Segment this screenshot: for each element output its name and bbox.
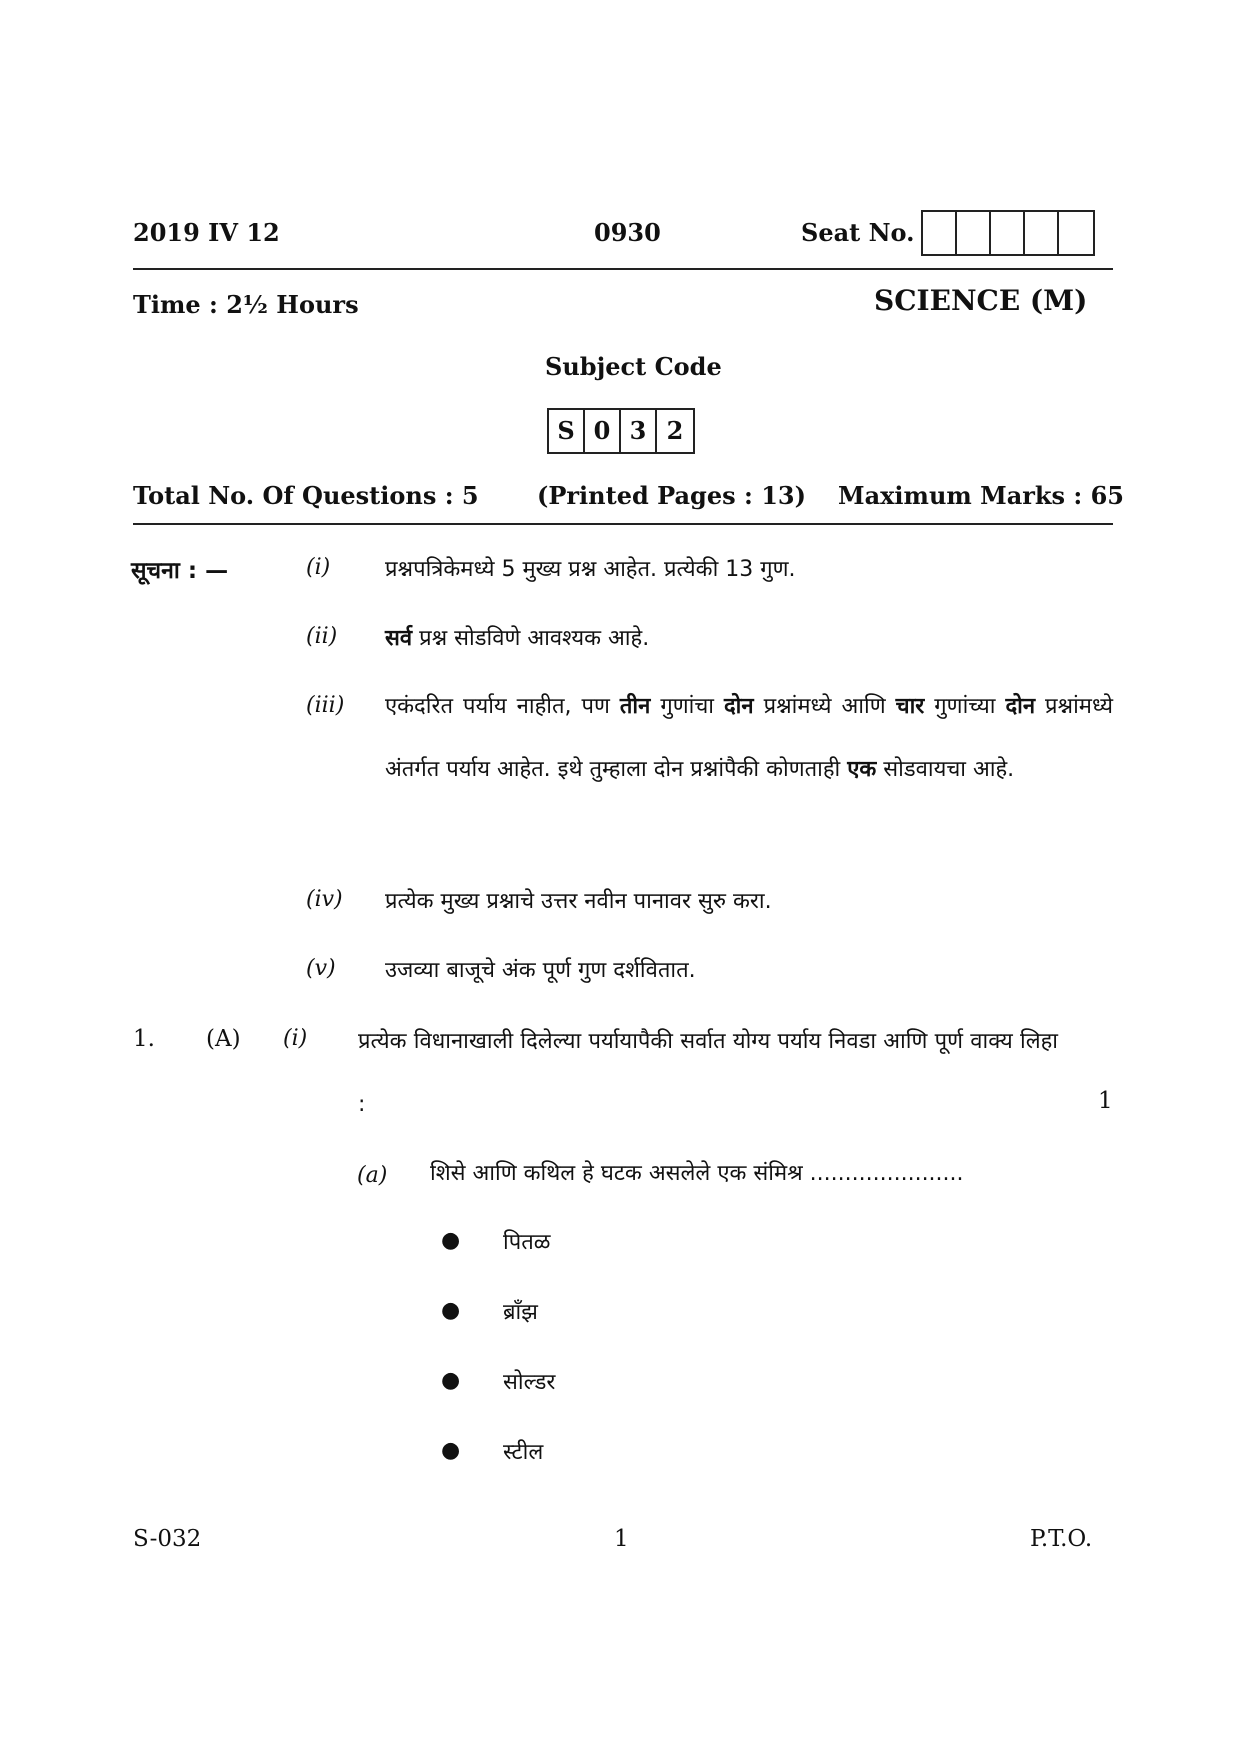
seat-box[interactable] bbox=[1025, 212, 1059, 254]
instruction-text: प्रत्येक मुख्य प्रश्नाचे उत्तर नवीन पानावर सुरु करा. bbox=[385, 889, 772, 914]
paper-code: 2019 IV 12 bbox=[133, 218, 280, 247]
instruction-text bbox=[385, 622, 649, 652]
maximum-marks: Maximum Marks : 65 bbox=[838, 481, 1125, 510]
seat-label: Seat No. bbox=[801, 218, 915, 247]
code-digit: 3 bbox=[621, 410, 657, 452]
question-section: (A) bbox=[206, 1026, 241, 1052]
subject-title: SCIENCE (M) bbox=[874, 284, 1088, 317]
please-turn-over: P.T.O. bbox=[1030, 1526, 1093, 1552]
text-run: गुणांच्या bbox=[924, 694, 1006, 719]
emphasis: एक bbox=[847, 757, 877, 782]
text-run: प्रश्नांमध्ये अंतर्गत पर्याय आहेत. इथे तुम्हाला दोन प्रश्नांपैकी कोणताही bbox=[385, 694, 1113, 782]
question-marks: 1 bbox=[1098, 1088, 1113, 1114]
bullet: ● bbox=[441, 1298, 461, 1323]
text-run: एकंदरित पर्याय नाहीत, पण bbox=[385, 694, 620, 719]
code-digit: S bbox=[549, 410, 585, 452]
instructions-label: सूचना : — bbox=[131, 558, 229, 584]
instruction-text bbox=[385, 675, 1113, 801]
instruction-number: (i) bbox=[306, 555, 331, 580]
part-label: (a) bbox=[357, 1163, 388, 1188]
option-text: ब्राँझ bbox=[503, 1300, 538, 1325]
emphasis: तीन bbox=[619, 694, 651, 719]
instruction-number: (v) bbox=[306, 956, 336, 981]
question-number: 1. bbox=[133, 1026, 155, 1052]
emphasis: दोन bbox=[724, 694, 754, 719]
bullet: ● bbox=[441, 1368, 461, 1393]
subject-code-label: Subject Code bbox=[545, 352, 722, 381]
text-run: सोडवायचा आहे. bbox=[876, 757, 1015, 782]
instruction-text-rest: प्रश्न सोडविणे आवश्यक आहे. bbox=[412, 626, 650, 651]
code-digit: 2 bbox=[666, 416, 684, 445]
part-text: शिसे आणि कथिल हे घटक असलेले एक संमिश्र ...................... bbox=[430, 1161, 964, 1186]
option-text: सोल्डर bbox=[503, 1370, 556, 1395]
text-run: प्रश्नांमध्ये आणि bbox=[753, 694, 896, 719]
instruction-number: (ii) bbox=[306, 624, 338, 649]
seat-box[interactable] bbox=[923, 212, 957, 254]
total-questions: Total No. Of Questions : 5 bbox=[133, 481, 479, 510]
seat-box[interactable] bbox=[991, 212, 1025, 254]
option-text: स्टील bbox=[503, 1440, 544, 1465]
code-digit: 0 bbox=[585, 410, 621, 452]
seat-number-boxes[interactable] bbox=[921, 210, 1095, 256]
option-text: पितळ bbox=[503, 1230, 551, 1255]
page-number: 1 bbox=[614, 1526, 629, 1552]
instruction-text: प्रश्नपत्रिकेमध्ये 5 मुख्य प्रश्न आहेत. प्रत्येकी 13 गुण. bbox=[385, 557, 796, 582]
instruction-number: (iv) bbox=[306, 887, 343, 912]
instruction-text: उजव्या बाजूचे अंक पूर्ण गुण दर्शवितात. bbox=[385, 958, 696, 983]
bullet: ● bbox=[441, 1438, 461, 1463]
emphasis: सर्व bbox=[385, 626, 413, 651]
emphasis: दोन bbox=[1005, 694, 1036, 719]
question-subpart: (i) bbox=[283, 1026, 308, 1051]
subject-code-boxes bbox=[547, 408, 695, 454]
instruction-number: (iii) bbox=[306, 693, 345, 718]
printed-pages: (Printed Pages : 13) bbox=[537, 481, 806, 510]
time-allowed: Time : 2½ Hours bbox=[133, 290, 359, 319]
totals-rule bbox=[133, 523, 1113, 525]
footer-code: S-032 bbox=[133, 1526, 202, 1552]
paper-number: 0930 bbox=[594, 218, 661, 247]
seat-box[interactable] bbox=[957, 212, 991, 254]
emphasis: चार bbox=[895, 694, 925, 719]
question-text: प्रत्येक विधानाखाली दिलेल्या पर्यायापैकी सर्वात योग्य पर्याय निवडा आणि पूर्ण वाक्य लिहा : bbox=[358, 1029, 1058, 1117]
seat-box[interactable] bbox=[1059, 212, 1093, 254]
bullet: ● bbox=[441, 1228, 461, 1253]
text-run: गुणांचा bbox=[650, 694, 724, 719]
header-rule bbox=[133, 268, 1113, 270]
